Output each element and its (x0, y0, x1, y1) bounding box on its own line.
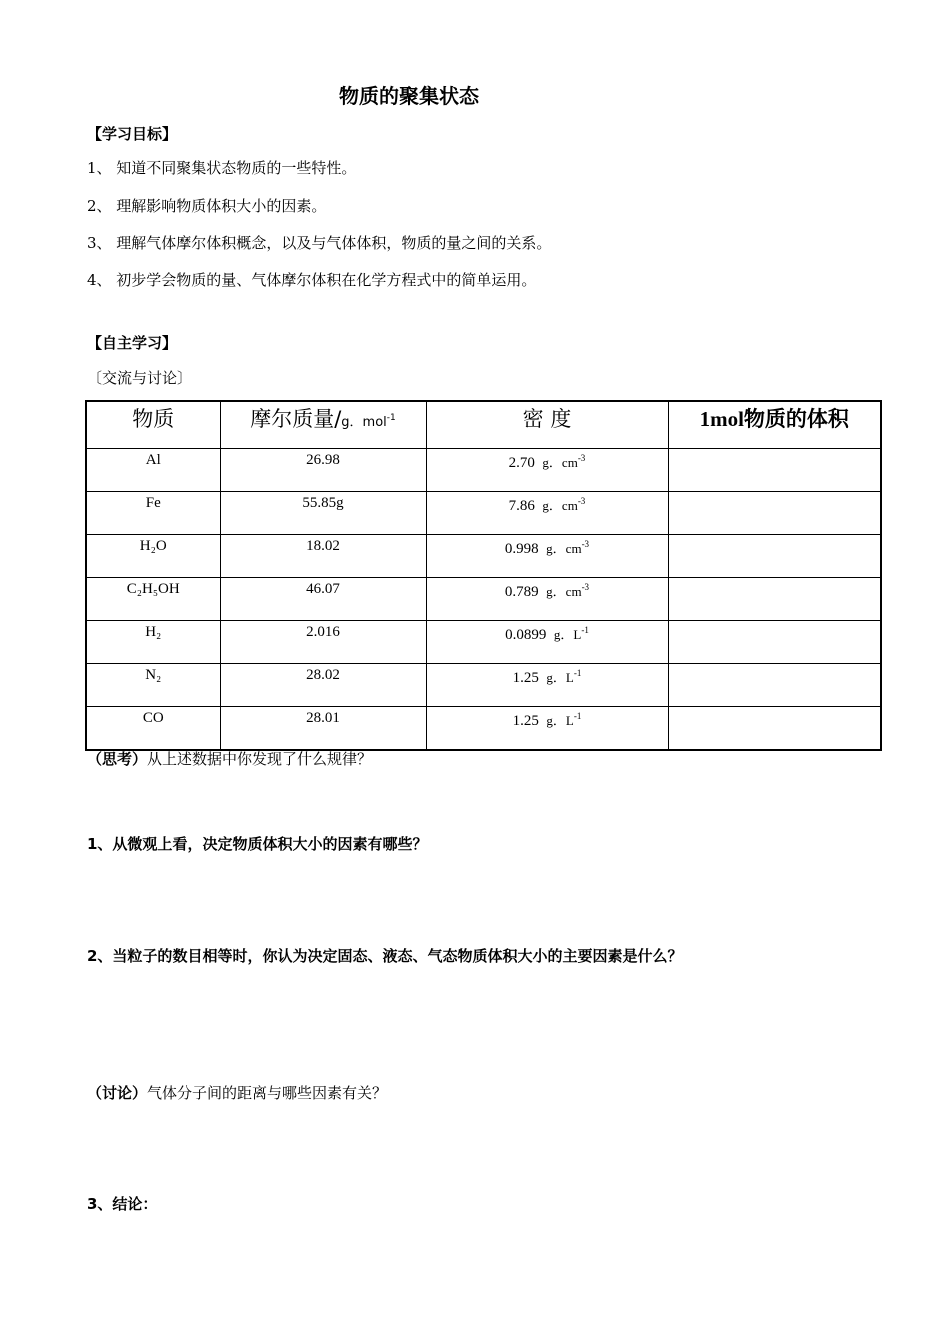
cell-density: 1.25 g．$L^{-1}$ (426, 707, 668, 751)
cell-substance: Al (86, 449, 220, 492)
cell-substance: N₂ (86, 664, 220, 707)
self-study-heading: 【自主学习】 (87, 334, 178, 352)
question-1: 1、从微观上看，决定物质体积大小的因素有哪些？ (87, 835, 428, 853)
cell-volume (668, 535, 881, 578)
page-title: 物质的聚集状态 (339, 84, 479, 108)
cell-density: 2.70 g．$cm^{-3}$ (426, 449, 668, 492)
table-row (86, 707, 881, 751)
cell-volume (668, 492, 881, 535)
cell-molar-mass: 46.07 (220, 578, 426, 621)
table-row (86, 449, 881, 492)
header-molar-mass: 摩尔质量/g．mol$^{-1}$ (220, 401, 426, 449)
cell-substance: CO (86, 707, 220, 751)
cell-substance: Fe (86, 492, 220, 535)
objective-item-2: 2、 理解影响物质体积大小的因素。 (87, 197, 327, 215)
cell-substance: H₂O (86, 535, 220, 578)
conclusion-label: 3、结论： (87, 1195, 158, 1213)
cell-molar-mass: 55.85g (220, 492, 426, 535)
discussion-subheading: 〔交流与讨论〕 (87, 369, 193, 387)
discuss-prompt: （讨论）气体分子间的距离与哪些因素有关？ (87, 1084, 388, 1102)
table-row (86, 621, 881, 664)
cell-molar-mass: 28.01 (220, 707, 426, 751)
header-substance: 物质 (86, 401, 220, 449)
cell-density: 0.998 g．$cm^{-3}$ (426, 535, 668, 578)
cell-volume (668, 578, 881, 621)
cell-volume (668, 707, 881, 751)
table-row (86, 492, 881, 535)
cell-density: 0.0899 g．$L^{-1}$ (426, 621, 668, 664)
table-header-row (86, 401, 881, 449)
cell-volume (668, 449, 881, 492)
cell-volume (668, 621, 881, 664)
objective-item-1: 1、 知道不同聚集状态物质的一些特性。 (87, 159, 357, 177)
cell-substance: H₂ (86, 621, 220, 664)
cell-substance: C₂H₅OH (86, 578, 220, 621)
cell-density: 7.86 g．$cm^{-3}$ (426, 492, 668, 535)
cell-molar-mass: 26.98 (220, 449, 426, 492)
cell-density: 0.789 g．$cm^{-3}$ (426, 578, 668, 621)
objective-item-4: 4、 初步学会物质的量、气体摩尔体积在化学方程式中的简单运用。 (87, 271, 537, 289)
question-2: 2、当粒子的数目相等时，你认为决定固态、液态、气态物质体积大小的主要因素是什么？ (87, 947, 683, 965)
header-volume: 1mol物质的体积 (668, 401, 881, 449)
cell-density: 1.25 g．$L^{-1}$ (426, 664, 668, 707)
cell-volume (668, 664, 881, 707)
cell-molar-mass: 18.02 (220, 535, 426, 578)
substance-table (85, 400, 882, 751)
think-prompt: （思考）从上述数据中你发现了什么规律？ (87, 750, 373, 768)
cell-molar-mass: 28.02 (220, 664, 426, 707)
cell-molar-mass: 2.016 (220, 621, 426, 664)
table-row (86, 664, 881, 707)
table-row (86, 535, 881, 578)
table-row (86, 578, 881, 621)
header-density: 密 度 (426, 401, 668, 449)
objectives-heading: 【学习目标】 (87, 125, 178, 143)
objective-item-3: 3、 理解气体摩尔体积概念，以及与气体体积，物质的量之间的关系。 (87, 234, 552, 252)
